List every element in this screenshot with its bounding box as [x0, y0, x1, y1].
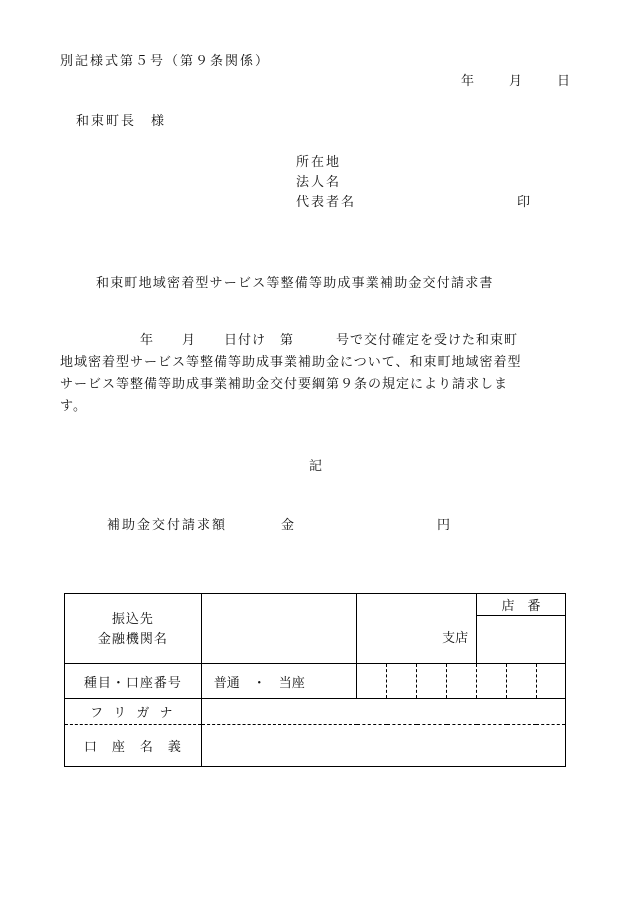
account-digit-5[interactable]: [477, 664, 507, 699]
transfer-label-2: 金融機関名: [97, 631, 168, 647]
corp-name-label: 法人名: [296, 175, 342, 190]
address-label: 所在地: [296, 155, 342, 170]
transfer-destination-label: [65, 594, 202, 664]
store-number-label: 店 番: [477, 594, 566, 616]
body-line: 年 月 日付け 第 号で交付確定を受けた和束町: [140, 333, 519, 348]
account-type-label: 種目・口座番号: [65, 664, 202, 699]
body-line: サービス等整備等助成事業補助金交付要綱第９条の規定により請求しま: [60, 377, 509, 392]
transfer-label-1: 振込先: [111, 611, 154, 627]
date-year: 年: [461, 74, 475, 89]
furigana-label: フ リ ガ ナ: [65, 699, 202, 725]
bank-name-cell[interactable]: [201, 594, 357, 664]
amount-yen: 円: [437, 518, 451, 533]
addressee: 和束町長 様: [76, 114, 167, 129]
amount-kin: 金: [281, 518, 295, 533]
body-paragraph: [60, 330, 570, 418]
furigana-input[interactable]: [201, 699, 565, 725]
account-digit-7[interactable]: [536, 664, 565, 699]
representative-label: 代表者名: [296, 195, 357, 210]
form-label: 別記様式第５号（第９条関係）: [60, 54, 271, 69]
account-name-input[interactable]: [201, 725, 565, 767]
account-digit-1[interactable]: [357, 664, 387, 699]
bank-info-table: [64, 593, 566, 767]
date-month: 月: [509, 74, 523, 89]
branch-label: 支店: [442, 631, 469, 646]
store-number-cell[interactable]: [477, 616, 566, 664]
seal-mark: 印: [517, 195, 531, 210]
account-digit-6[interactable]: [507, 664, 537, 699]
body-line: 地域密着型サービス等整備等助成事業補助金について、和束町地域密着型: [60, 355, 522, 370]
date-day: 日: [557, 74, 571, 89]
ki-heading: 記: [309, 459, 323, 474]
account-name-label: 口 座 名 義: [65, 725, 202, 767]
account-digit-2[interactable]: [387, 664, 417, 699]
body-line: す。: [60, 399, 87, 414]
account-type-value[interactable]: 普通 ・ 当座: [201, 664, 357, 699]
account-digit-3[interactable]: [417, 664, 447, 699]
branch-cell[interactable]: [357, 594, 477, 664]
account-digit-4[interactable]: [447, 664, 477, 699]
document-title: 和束町地域密着型サービス等整備等助成事業補助金交付請求書: [96, 276, 494, 291]
amount-label: 補助金交付請求額: [107, 518, 228, 533]
